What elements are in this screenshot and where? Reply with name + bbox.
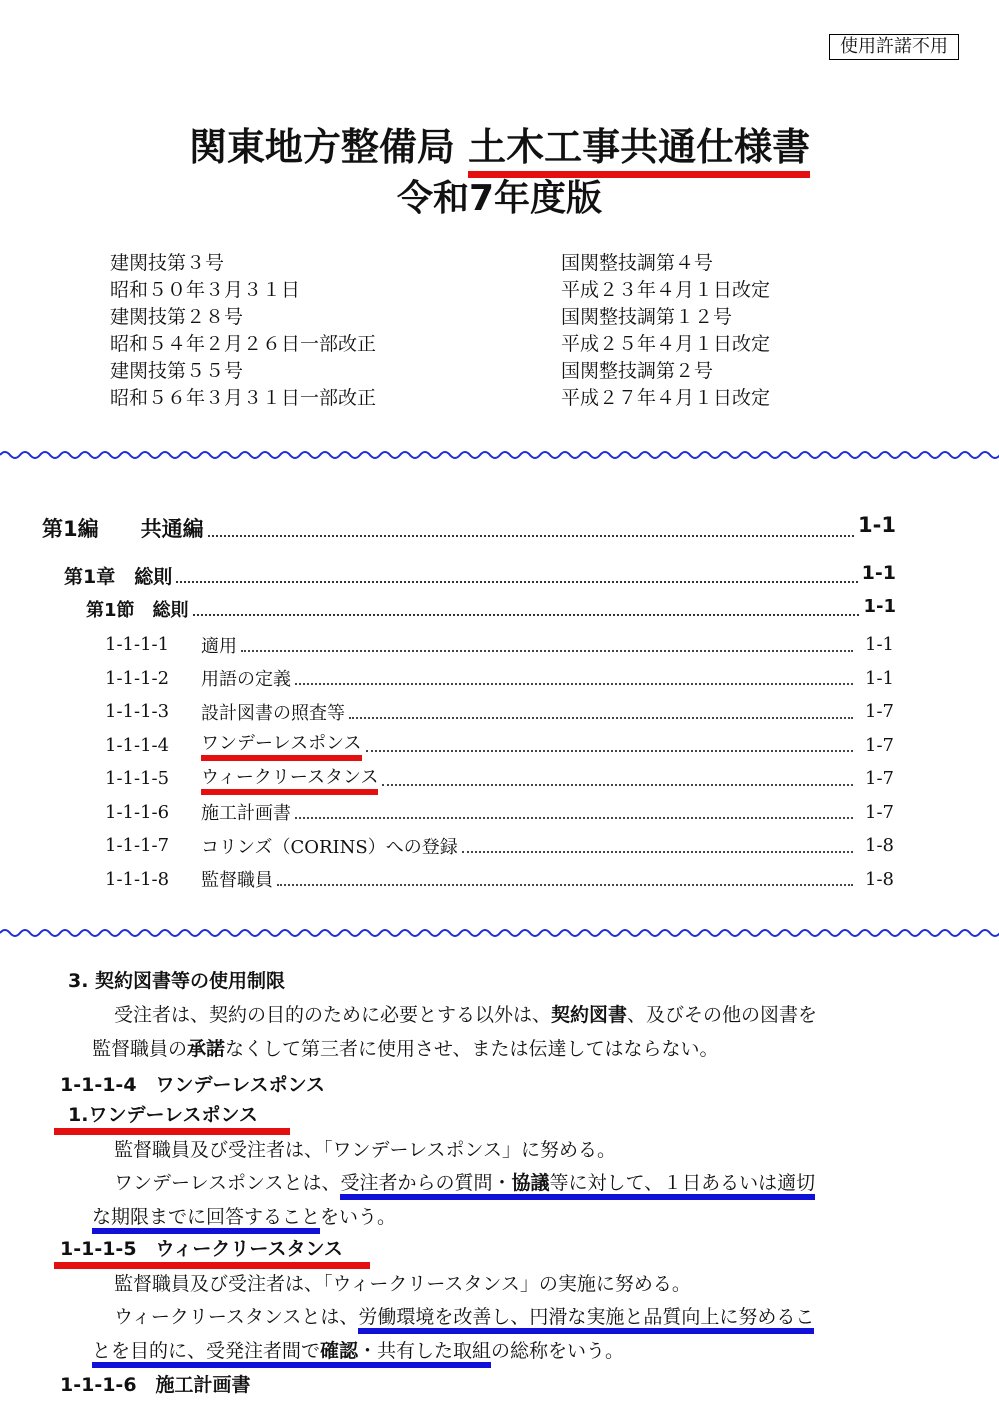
toc-leader	[382, 784, 853, 786]
history-line: 昭和５６年３月３１日一部改正	[110, 387, 377, 409]
history-line: 建関技第３号	[110, 252, 225, 274]
toc-item-title: コリンズ（CORINS）への登録	[201, 836, 458, 858]
clause-heading: 1-1-1-4 ワンデーレスポンス	[60, 1074, 326, 1096]
wave-separator	[0, 922, 999, 944]
cut-heading-clip	[60, 1372, 920, 1419]
text-run: なくして第三者に使用させ、または伝達してはならない。	[225, 1038, 719, 1060]
text-run: 契約図書	[551, 1004, 628, 1026]
paragraph-line	[114, 1301, 814, 1335]
toc-item-title: 施工計画書	[201, 803, 291, 825]
toc-section-label: 第1節 総則	[86, 600, 189, 621]
underlined-run: 労働環境を改善し、円滑な実施と品質向上に努めるこ	[358, 1306, 814, 1334]
toc-leader	[366, 750, 853, 752]
paragraph-line	[114, 1167, 815, 1201]
toc-item	[105, 695, 897, 729]
text-run: 、及びその他の図書を	[627, 1004, 818, 1026]
toc-item-number: 1-1-1-1	[105, 634, 170, 656]
text-run: 等に対して、１日あるいは適切	[549, 1172, 816, 1194]
toc-item-number: 1-1-1-8	[105, 868, 170, 890]
toc-leader	[241, 650, 853, 652]
paragraph-line: 監督職員及び受注者は、「ワンデーレスポンス」に努める。	[114, 1139, 616, 1161]
toc-item-page: 1-1	[865, 667, 894, 689]
text-run: とを目的に、受発注者間で	[92, 1340, 321, 1362]
text-run: の総称をいう。	[491, 1340, 625, 1362]
history-line: 昭和５４年２月２６日一部改正	[110, 333, 377, 355]
history-line: 建関技第２８号	[110, 306, 244, 328]
toc-part-label: 第1編 共通編	[42, 517, 204, 541]
text-run: ワンデーレスポンスとは、	[114, 1172, 341, 1194]
text-run: ウィークリースタンスとは、	[114, 1306, 359, 1328]
toc-leader	[176, 562, 857, 583]
clause-heading: 1-1-1-6 施工計画書	[60, 1374, 251, 1396]
toc-part-entry	[42, 513, 896, 543]
title-highlight: 土木工事共通仕様書	[468, 125, 810, 178]
paragraph-line	[114, 999, 817, 1033]
text-run: ・共有した取組	[358, 1340, 492, 1362]
text-run: 監督職員の	[92, 1038, 188, 1060]
toc-item-number: 1-1-1-7	[105, 835, 170, 857]
toc-item-number: 1-1-1-3	[105, 701, 170, 723]
toc-item-title: 用語の定義	[201, 669, 291, 691]
underlined-run	[92, 1340, 491, 1368]
clause-heading: 1-1-1-5 ウィークリースタンス	[54, 1236, 370, 1269]
toc-item-page: 1-1	[865, 634, 894, 656]
toc-item-title: 適用	[201, 635, 237, 657]
no-permission-badge: 使用許諾不用	[829, 34, 959, 60]
toc-chapter-page: 1-1	[861, 562, 896, 584]
toc-section-entry	[86, 596, 896, 622]
toc-item-number: 1-1-1-6	[105, 801, 170, 823]
toc-item-page: 1-7	[865, 801, 894, 823]
history-line: 国関整技調第２号	[561, 360, 714, 382]
title-prefix: 関東地方整備局	[188, 125, 469, 169]
toc-item	[105, 729, 897, 763]
toc-chapter-label: 第1章 総則	[64, 566, 173, 588]
toc-item-title: ウィークリースタンス	[201, 763, 378, 795]
history-line: 平成２７年４月１日改定	[561, 387, 771, 409]
toc-item	[105, 628, 897, 662]
toc-item-page: 1-7	[865, 734, 894, 756]
toc-item-list	[105, 628, 897, 892]
toc-item	[105, 762, 897, 796]
toc-part-page: 1-1	[858, 513, 896, 537]
history-line: 昭和５０年３月３１日	[110, 279, 301, 301]
toc-leader	[208, 513, 854, 537]
toc-item	[105, 863, 897, 897]
toc-leader	[295, 817, 853, 819]
toc-leader	[349, 717, 853, 719]
text-run: 受注者からの質問・	[340, 1172, 512, 1194]
toc-item-page: 1-7	[865, 701, 894, 723]
underlined-run	[340, 1172, 815, 1200]
toc-item-number: 1-1-1-2	[105, 667, 170, 689]
cut-heading: 3. 契約図書等の使用制限	[68, 970, 286, 992]
toc-chapter-entry	[64, 562, 896, 589]
toc-leader	[193, 596, 860, 616]
toc-leader	[462, 851, 853, 853]
toc-item	[105, 662, 897, 696]
history-line: 建関技第５５号	[110, 360, 244, 382]
document-title	[0, 124, 999, 170]
toc-item	[105, 829, 897, 863]
toc-item-title: 監督職員	[201, 870, 273, 892]
toc-item-title: ワンデーレスポンス	[201, 729, 362, 761]
toc-item	[105, 796, 897, 830]
toc-leader	[295, 683, 853, 685]
history-line: 平成２３年４月１日改定	[561, 279, 771, 301]
toc-item-number: 1-1-1-5	[105, 768, 170, 790]
text-run: 確認	[320, 1340, 359, 1362]
paragraph-line	[92, 1201, 396, 1235]
edition-title: 令和7年度版	[396, 178, 603, 219]
toc-item-page: 1-8	[865, 868, 894, 890]
text-run: 受注者は、契約の目的のために必要とする以外は、	[114, 1004, 552, 1026]
toc-leader	[277, 884, 853, 886]
paragraph-line: 監督職員及び受注者は、「ウィークリースタンス」の実施に努める。	[114, 1273, 691, 1295]
underlined-run: な期限までに回答すること	[92, 1206, 320, 1234]
history-left	[110, 250, 510, 409]
history-line: 平成２５年４月１日改定	[561, 333, 771, 355]
toc-item-page: 1-7	[865, 768, 894, 790]
toc-item-page: 1-8	[865, 835, 894, 857]
paragraph-line	[92, 1033, 718, 1067]
history-line: 国関整技調第４号	[561, 252, 714, 274]
cut-heading-clip	[68, 962, 928, 992]
text-run: 協議	[511, 1172, 550, 1194]
subclause-heading: 1.ワンデーレスポンス	[54, 1102, 290, 1135]
toc-item-title: 設計図書の照査等	[201, 702, 345, 724]
history-right	[561, 250, 961, 409]
history-line: 国関整技調第１２号	[561, 306, 733, 328]
text-run: をいう。	[320, 1206, 397, 1228]
toc-section-page: 1-1	[863, 596, 896, 617]
toc-item-number: 1-1-1-4	[105, 734, 170, 756]
paragraph-line	[92, 1335, 624, 1369]
wave-separator	[0, 444, 999, 466]
text-run: 承諾	[187, 1038, 226, 1060]
